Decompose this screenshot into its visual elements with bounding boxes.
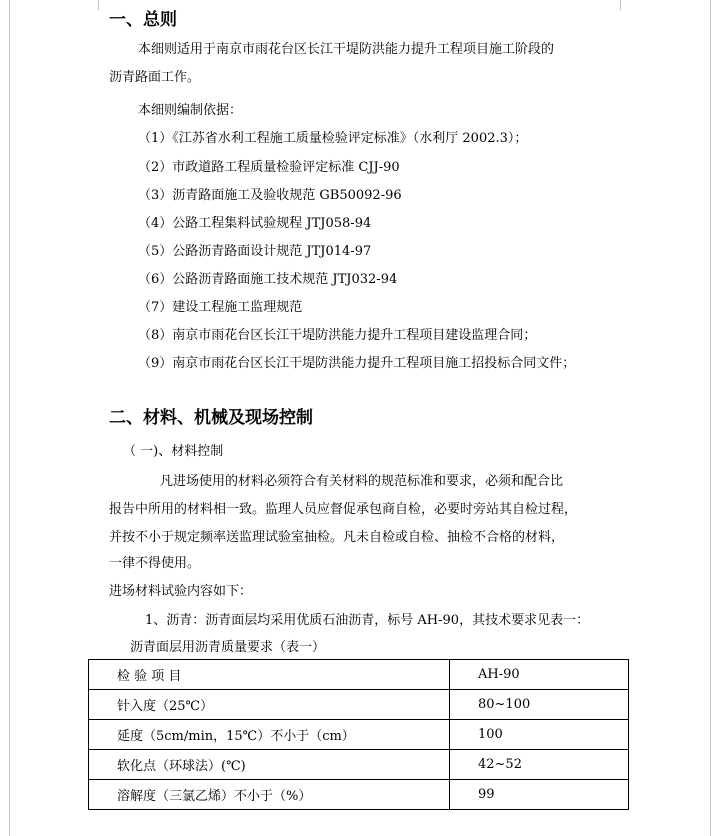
heading-general: 一、总则 — [109, 10, 177, 30]
margin-mark — [88, 0, 99, 10]
intro-line: 本细则适用于南京市雨花台区长江干堤防洪能力提升工程项目施工阶段的 — [138, 42, 555, 57]
basis-title: 本细则编制依据： — [138, 103, 243, 118]
material-paragraph-line: 报告中所用的材料相一致。监理人员应督促承包商自检，必要时旁站其自检过程， — [109, 502, 578, 517]
basis-item: （6）公路沥青路面施工技术规范 JTJ032-94 — [138, 272, 398, 287]
asphalt-spec-table — [88, 659, 629, 810]
table-cell: 溶解度（三氯乙烯）不小于（%） — [89, 780, 450, 810]
table-row — [89, 690, 629, 720]
basis-item: （9）南京市雨花台区长江干堤防洪能力提升工程项目施工招投标合同文件； — [138, 356, 576, 371]
intro-line: 沥青路面工作。 — [109, 70, 201, 85]
table-caption: 沥青面层用沥青质量要求（表一） — [130, 640, 326, 655]
basis-item: （7）建设工程施工监理规范 — [138, 300, 303, 315]
table-cell: 软化点（环球法）(℃) — [89, 750, 450, 780]
table-cell: 100 — [450, 720, 629, 750]
heading-materials: 二、材料、机械及现场控制 — [109, 408, 313, 428]
basis-item: （3）沥青路面施工及验收规范 GB50092-96 — [138, 188, 402, 203]
page-right-edge — [710, 0, 711, 836]
material-paragraph-line: 一律不得使用。 — [109, 556, 201, 571]
table-row — [89, 720, 629, 750]
margin-mark — [620, 0, 631, 10]
basis-item: （8）南京市雨花台区长江干堤防洪能力提升工程项目建设监理合同； — [138, 328, 537, 343]
page-left-edge — [9, 0, 10, 836]
material-paragraph-line: 凡进场使用的材料必须符合有关材料的规范标准和要求，必须和配合比 — [160, 474, 564, 489]
table-cell: AH-90 — [450, 660, 629, 690]
table-row — [89, 780, 629, 810]
basis-item: （2）市政道路工程质量检验评定标准 CJJ-90 — [138, 160, 400, 175]
test-intro: 进场材料试验内容如下： — [109, 584, 253, 599]
basis-item: （4）公路工程集料试验规程 JTJ058-94 — [138, 216, 372, 231]
table-cell: 针入度（25℃） — [89, 690, 450, 720]
table-cell: 42~52 — [450, 750, 629, 780]
table-row — [89, 660, 629, 690]
basis-item: （5）公路沥青路面设计规范 JTJ014-97 — [138, 244, 372, 259]
table-cell: 延度（5cm/min，15℃）不小于（cm） — [89, 720, 450, 750]
table-cell: 99 — [450, 780, 629, 810]
table-cell: 检 验 项 目 — [89, 660, 450, 690]
subheading-material-control: （ 一)、材料控制 — [123, 444, 224, 459]
table-cell: 80~100 — [450, 690, 629, 720]
basis-item: （1）《江苏省水利工程施工质量检验评定标准》（水利厅 2002.3）； — [138, 131, 528, 146]
material-paragraph-line: 并按不小于规定频率送监理试验室抽检。凡未自检或自检、抽检不合格的材料， — [109, 530, 565, 545]
table-row — [89, 750, 629, 780]
asphalt-line: 1、沥青：沥青面层均采用优质石油沥青，标号 AH-90，其技术要求见表一： — [145, 613, 590, 628]
